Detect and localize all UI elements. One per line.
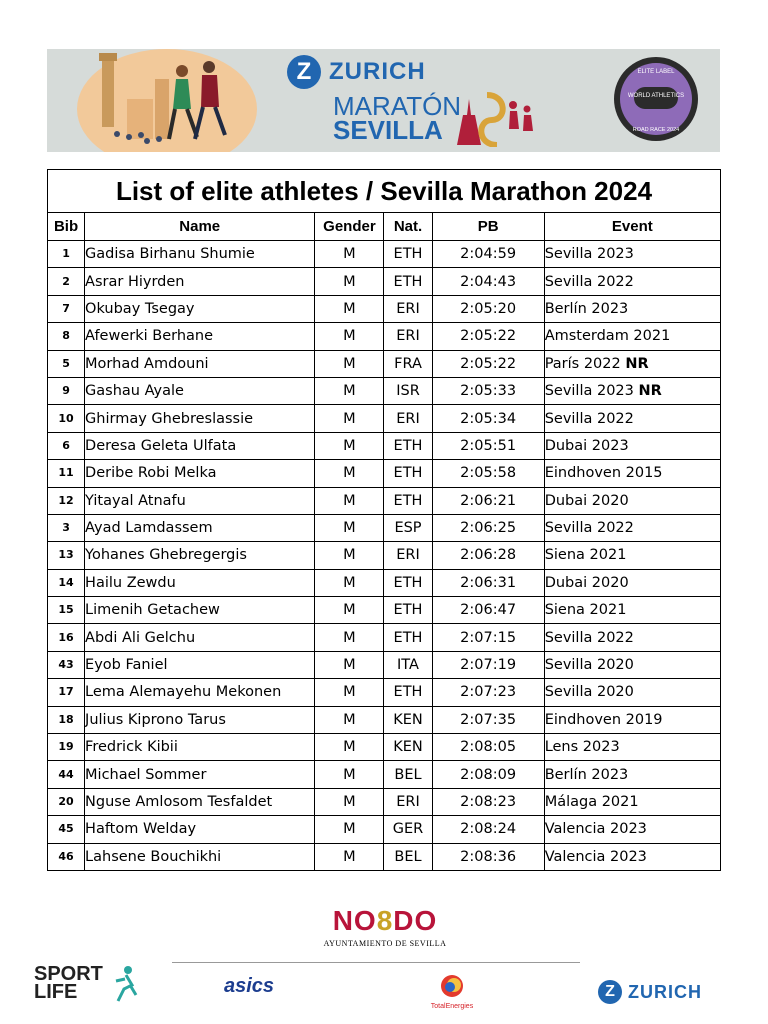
bib-cell: 10: [48, 405, 85, 432]
name-cell: Yohanes Ghebregergis: [85, 542, 315, 569]
ayuntamiento-caption: AYUNTAMIENTO DE SEVILLA: [323, 939, 447, 948]
event-cell: Valencia 2023: [544, 843, 720, 870]
event-cell: Eindhoven 2015: [544, 460, 720, 487]
nationality-cell: ERI: [384, 295, 432, 322]
name-cell: Julius Kiprono Tarus: [85, 706, 315, 733]
bib-cell: 8: [48, 323, 85, 350]
table-row: [48, 597, 721, 624]
table-row: [48, 569, 721, 596]
pb-cell: 2:06:28: [432, 542, 544, 569]
bib-cell: 46: [48, 843, 85, 870]
pb-cell: 2:08:05: [432, 734, 544, 761]
gender-cell: M: [315, 377, 384, 404]
table-row: [48, 323, 721, 350]
runners-illustration: [47, 49, 257, 152]
bib-cell: 14: [48, 569, 85, 596]
national-record-badge: NR: [625, 355, 649, 372]
bib-cell: 6: [48, 432, 85, 459]
name-cell: Ayad Lamdassem: [85, 514, 315, 541]
pb-cell: 2:08:24: [432, 816, 544, 843]
nationality-cell: ERI: [384, 405, 432, 432]
nationality-cell: ETH: [384, 624, 432, 651]
gender-cell: M: [315, 241, 384, 268]
svg-text:ELITE LABEL: ELITE LABEL: [637, 69, 675, 75]
header-gender: Gender: [315, 213, 384, 241]
table-body: [48, 241, 721, 871]
pb-cell: 2:04:43: [432, 268, 544, 295]
nationality-cell: ETH: [384, 241, 432, 268]
event-cell: Sevilla 2020: [544, 679, 720, 706]
name-cell: Lema Alemayehu Mekonen: [85, 679, 315, 706]
pb-cell: 2:06:21: [432, 487, 544, 514]
name-cell: Gashau Ayale: [85, 377, 315, 404]
gender-cell: M: [315, 569, 384, 596]
table-row: [48, 816, 721, 843]
bib-cell: 18: [48, 706, 85, 733]
svg-text:WORLD ATHLETICS: WORLD ATHLETICS: [627, 93, 685, 99]
bib-cell: 5: [48, 350, 85, 377]
event-cell: Dubai 2023: [544, 432, 720, 459]
totalenergies-icon: [432, 973, 472, 999]
table-row: [48, 706, 721, 733]
gender-cell: M: [315, 460, 384, 487]
bib-cell: 15: [48, 597, 85, 624]
header-bib: Bib: [48, 213, 85, 241]
nationality-cell: KEN: [384, 706, 432, 733]
event-cell: Berlín 2023: [544, 761, 720, 788]
event-cell: Amsterdam 2021: [544, 323, 720, 350]
totalenergies-logo: TotalEnergies: [424, 973, 480, 1013]
gender-cell: M: [315, 514, 384, 541]
world-athletics-elite-label-badge: [612, 55, 700, 143]
bib-cell: 11: [48, 460, 85, 487]
table-row: [48, 651, 721, 678]
nationality-cell: ESP: [384, 514, 432, 541]
nationality-cell: ETH: [384, 487, 432, 514]
bib-cell: 12: [48, 487, 85, 514]
sportlife-logo: SPORT LIFE: [34, 965, 144, 1010]
event-cell: Siena 2021: [544, 597, 720, 624]
name-cell: Nguse Amlosom Tesfaldet: [85, 788, 315, 815]
gender-cell: M: [315, 405, 384, 432]
name-cell: Hailu Zewdu: [85, 569, 315, 596]
gender-cell: M: [315, 788, 384, 815]
event-cell: Sevilla 2022: [544, 624, 720, 651]
bib-cell: 43: [48, 651, 85, 678]
footer-divider: [172, 962, 580, 963]
nationality-cell: ETH: [384, 432, 432, 459]
runner-icon: [108, 965, 140, 1005]
sevilla-wordmark: SEVILLA: [333, 115, 443, 145]
bib-cell: 13: [48, 542, 85, 569]
table-row: [48, 624, 721, 651]
gender-cell: M: [315, 295, 384, 322]
bib-cell: 9: [48, 377, 85, 404]
table-row: [48, 487, 721, 514]
event-cell: Berlín 2023: [544, 295, 720, 322]
asics-logo: asics: [224, 975, 275, 997]
name-cell: Yitayal Atnafu: [85, 487, 315, 514]
name-cell: Lahsene Bouchikhi: [85, 843, 315, 870]
event-cell: Sevilla 2023 NR: [544, 377, 720, 404]
nationality-cell: BEL: [384, 843, 432, 870]
name-cell: Asrar Hiyrden: [85, 268, 315, 295]
table-row: [48, 268, 721, 295]
table-title: List of elite athletes / Sevilla Marathon 2024: [47, 169, 721, 212]
gender-cell: M: [315, 734, 384, 761]
nationality-cell: ERI: [384, 542, 432, 569]
maraton-wordmark: MARATÓN: [333, 91, 462, 121]
event-cell: Sevilla 2022: [544, 514, 720, 541]
event-cell: París 2022 NR: [544, 350, 720, 377]
table-row: [48, 761, 721, 788]
name-cell: Gadisa Birhanu Shumie: [85, 241, 315, 268]
gender-cell: M: [315, 651, 384, 678]
bib-cell: 17: [48, 679, 85, 706]
gender-cell: M: [315, 432, 384, 459]
table-row: [48, 514, 721, 541]
nationality-cell: ERI: [384, 323, 432, 350]
event-cell: Valencia 2023: [544, 816, 720, 843]
gender-cell: M: [315, 706, 384, 733]
bib-cell: 1: [48, 241, 85, 268]
svg-text:ROAD RACE 2024: ROAD RACE 2024: [632, 127, 680, 133]
gender-cell: M: [315, 624, 384, 651]
table-row: [48, 460, 721, 487]
name-cell: Haftom Welday: [85, 816, 315, 843]
zurich-z-icon: Z: [287, 55, 321, 89]
name-cell: Afewerki Berhane: [85, 323, 315, 350]
event-cell: Sevilla 2022: [544, 268, 720, 295]
table-row: [48, 377, 721, 404]
pb-cell: 2:07:35: [432, 706, 544, 733]
table-row: [48, 843, 721, 870]
bib-cell: 20: [48, 788, 85, 815]
pb-cell: 2:06:31: [432, 569, 544, 596]
nationality-cell: KEN: [384, 734, 432, 761]
header-name: Name: [85, 213, 315, 241]
nationality-cell: ETH: [384, 569, 432, 596]
gender-cell: M: [315, 323, 384, 350]
nationality-cell: ETH: [384, 268, 432, 295]
event-cell: Sevilla 2023: [544, 241, 720, 268]
table-row: [48, 788, 721, 815]
bib-cell: 2: [48, 268, 85, 295]
event-cell: Sevilla 2022: [544, 405, 720, 432]
gender-cell: M: [315, 761, 384, 788]
name-cell: Okubay Tsegay: [85, 295, 315, 322]
gender-cell: M: [315, 597, 384, 624]
pb-cell: 2:05:22: [432, 323, 544, 350]
header-event: Event: [544, 213, 720, 241]
name-cell: Eyob Faniel: [85, 651, 315, 678]
gender-cell: M: [315, 816, 384, 843]
skyline-runners-icon: [447, 85, 537, 147]
pb-cell: 2:05:51: [432, 432, 544, 459]
elite-athletes-table: [47, 212, 721, 871]
event-cell: Siena 2021: [544, 542, 720, 569]
national-record-badge: NR: [638, 383, 662, 400]
header-nat: Nat.: [384, 213, 432, 241]
table-row: [48, 734, 721, 761]
name-cell: Limenih Getachew: [85, 597, 315, 624]
header-banner: [47, 49, 720, 152]
event-cell: Lens 2023: [544, 734, 720, 761]
pb-cell: 2:05:58: [432, 460, 544, 487]
bib-cell: 44: [48, 761, 85, 788]
nationality-cell: ETH: [384, 460, 432, 487]
name-cell: Deresa Geleta Ulfata: [85, 432, 315, 459]
pb-cell: 2:06:47: [432, 597, 544, 624]
event-cell: Eindhoven 2019: [544, 706, 720, 733]
table-row: [48, 350, 721, 377]
name-cell: Ghirmay Ghebreslassie: [85, 405, 315, 432]
nationality-cell: GER: [384, 816, 432, 843]
nationality-cell: ETH: [384, 597, 432, 624]
pb-cell: 2:05:22: [432, 350, 544, 377]
pb-cell: 2:04:59: [432, 241, 544, 268]
pb-cell: 2:07:15: [432, 624, 544, 651]
bib-cell: 3: [48, 514, 85, 541]
event-cell: Sevilla 2020: [544, 651, 720, 678]
gender-cell: M: [315, 542, 384, 569]
table-row: [48, 241, 721, 268]
nationality-cell: ITA: [384, 651, 432, 678]
name-cell: Michael Sommer: [85, 761, 315, 788]
bib-cell: 16: [48, 624, 85, 651]
pb-cell: 2:05:33: [432, 377, 544, 404]
table-row: [48, 405, 721, 432]
nodo-ayuntamiento-logo: NO8DO AYUNTAMIENTO DE SEVILLA: [300, 905, 470, 955]
bib-cell: 19: [48, 734, 85, 761]
name-cell: Fredrick Kibii: [85, 734, 315, 761]
nationality-cell: BEL: [384, 761, 432, 788]
nationality-cell: ERI: [384, 788, 432, 815]
table-row: [48, 679, 721, 706]
table-row: [48, 432, 721, 459]
gender-cell: M: [315, 350, 384, 377]
event-cell: Dubai 2020: [544, 569, 720, 596]
table-row: [48, 295, 721, 322]
event-cell: Dubai 2020: [544, 487, 720, 514]
pb-cell: 2:07:23: [432, 679, 544, 706]
gender-cell: M: [315, 679, 384, 706]
nationality-cell: ETH: [384, 679, 432, 706]
zurich-z-icon: Z: [598, 980, 622, 1004]
name-cell: Morhad Amdouni: [85, 350, 315, 377]
gender-cell: M: [315, 268, 384, 295]
pb-cell: 2:07:19: [432, 651, 544, 678]
pb-cell: 2:08:09: [432, 761, 544, 788]
bib-cell: 45: [48, 816, 85, 843]
table-header-row: [48, 213, 721, 241]
pb-cell: 2:08:23: [432, 788, 544, 815]
zurich-footer-logo: Z ZURICH: [598, 980, 702, 1004]
gender-cell: M: [315, 843, 384, 870]
name-cell: Abdi Ali Gelchu: [85, 624, 315, 651]
name-cell: Deribe Robi Melka: [85, 460, 315, 487]
pb-cell: 2:06:25: [432, 514, 544, 541]
bib-cell: 7: [48, 295, 85, 322]
pb-cell: 2:05:34: [432, 405, 544, 432]
pb-cell: 2:05:20: [432, 295, 544, 322]
gender-cell: M: [315, 487, 384, 514]
nationality-cell: FRA: [384, 350, 432, 377]
table-row: [48, 542, 721, 569]
header-pb: PB: [432, 213, 544, 241]
nationality-cell: ISR: [384, 377, 432, 404]
event-cell: Málaga 2021: [544, 788, 720, 815]
pb-cell: 2:08:36: [432, 843, 544, 870]
zurich-wordmark: ZURICH: [329, 58, 426, 85]
